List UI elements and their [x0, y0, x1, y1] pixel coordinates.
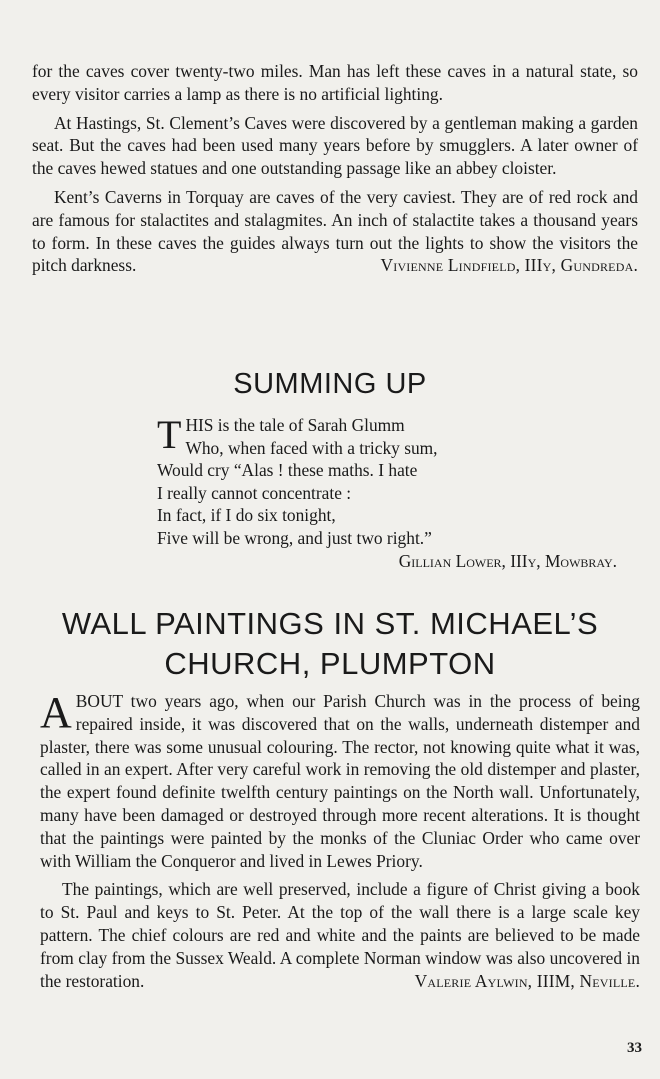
article-dropcap: A	[40, 688, 72, 737]
article-paragraph-2-text: The paintings, which are well preserved, include a figure of Christ giving a book to St. Paul and keys to St. Peter. At the top of the wall there is a large scale key pattern. The chief colours are red and white and the paints are believed to be made from clay from the Sussex Weald. A complete Norman window was also uncovered in the restoration.	[40, 879, 640, 991]
poem-line-1: HIS is the tale of Sarah Glumm	[185, 415, 405, 435]
article-paragraph-1-text: BOUT two years ago, when our Parish Church was in the process of being repaired inside, it was discovered that on the walls, underneath distemper and plaster, there was some unusual colouring. The rector, not knowing quite what it was, called in an expert. After very careful work in removing the old distemper and plaster, the expert found definite twelfth century paintings on the North wall. Unfortunately, many have been damaged or destroyed through more recent alterations. It is thought that the paintings were painted by the monks of the Cluniac Order who came over with William the Conqueror and lived in Lewes Priory.	[40, 691, 640, 871]
caves-paragraph-1: for the caves cover twenty-two miles. Man has left these caves in a natural state, so every visitor carries a lamp as there is no artificial lighting.	[32, 61, 638, 104]
article-paragraph-2	[40, 878, 640, 992]
article-paragraph-1	[40, 690, 640, 872]
caves-section	[32, 60, 638, 283]
caves-paragraph-3	[32, 186, 638, 277]
poem-dropcap: T	[157, 412, 182, 457]
poem-line-3: Would cry “Alas ! these maths. I hate	[157, 460, 418, 481]
article-title	[0, 604, 660, 684]
poem-line-2: Who, when faced with a tricky sum,	[185, 437, 438, 458]
poem-title: SUMMING UP	[233, 368, 427, 400]
caves-byline: Vivienne Lindfield, IIIy, Gundreda.	[380, 255, 638, 276]
poem-line-5: In fact, if I do six tonight,	[157, 505, 336, 526]
poem-line-4: I really cannot concentrate :	[157, 482, 352, 503]
page-number: 33	[627, 1040, 642, 1056]
article-byline: Valerie Aylwin, IIIM, Neville.	[414, 970, 640, 991]
caves-paragraph-2: At Hastings, St. Clement’s Caves were discovered by a gentleman making a garden seat. But the caves had been used many years before by smugglers. A later owner of the caves hewed statues and one outstanding passage like an abbey cloister.	[32, 112, 638, 179]
article-body	[40, 690, 640, 998]
poem-line-6: Five will be wrong, and just two right.”	[157, 527, 432, 548]
caves-paragraph-3-text: Kent’s Caverns in Torquay are caves of the very caviest. They are of red rock and are famous for stalactites and stalagmites. An inch of stalactite takes a thousand years to form. In these caves the guides always turn out the lights to show the visitors the pitch darkness.	[32, 186, 638, 276]
poem-byline: Gillian Lower, IIIy, Mowbray.	[398, 550, 617, 571]
poem	[157, 414, 627, 572]
article-title-line-2: CHURCH, PLUMPTON	[164, 646, 496, 681]
article-title-line-1: WALL PAINTINGS IN ST. MICHAEL’S	[61, 606, 599, 641]
